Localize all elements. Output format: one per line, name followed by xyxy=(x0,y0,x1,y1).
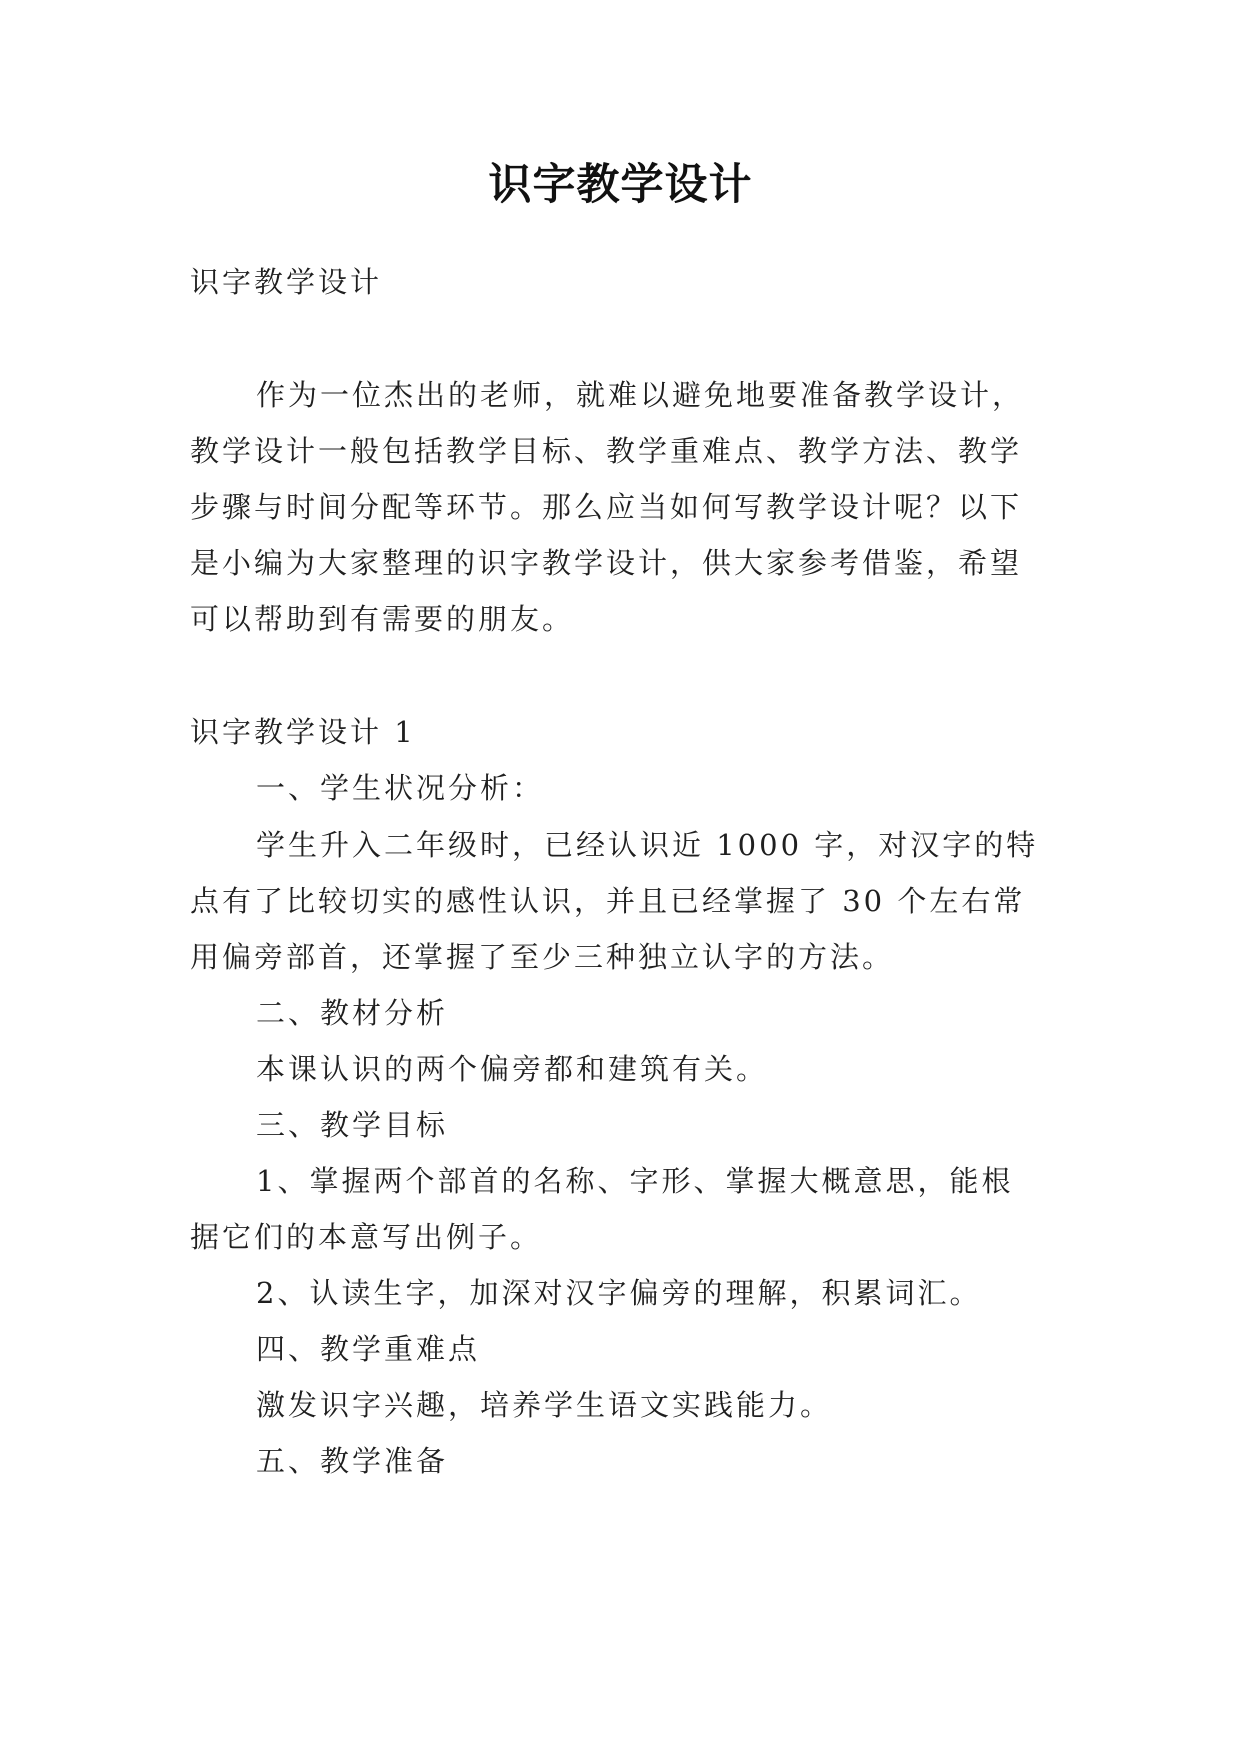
para-1-line-3: 用偏旁部首，还掌握了至少三种独立认字的方法。 xyxy=(190,940,895,974)
heading-teaching-goals: 三、教学目标 xyxy=(256,1108,449,1142)
para-4: 激发识字兴趣，培养学生语文实践能力。 xyxy=(256,1388,833,1422)
intro-line-4: 是小编为大家整理的识字教学设计，供大家参考借鉴，希望 xyxy=(190,546,1023,580)
intro-line-5: 可以帮助到有需要的朋友。 xyxy=(190,602,575,636)
goal-2: 2、认读生字，加深对汉字偏旁的理解，积累词汇。 xyxy=(256,1276,982,1310)
para-1-line-2: 点有了比较切实的感性认识，并且已经掌握了 30 个左右常 xyxy=(190,884,1026,918)
intro-line-2: 教学设计一般包括教学目标、教学重难点、教学方法、教学 xyxy=(190,434,1023,468)
intro-line-1: 作为一位杰出的老师，就难以避免地要准备教学设计， xyxy=(256,378,1025,412)
document-subtitle: 识字教学设计 xyxy=(190,265,383,299)
heading-preparation: 五、教学准备 xyxy=(256,1444,449,1478)
intro-line-3: 步骤与时间分配等环节。那么应当如何写教学设计呢？以下 xyxy=(190,490,1023,524)
goal-1-line-1: 1、掌握两个部首的名称、字形、掌握大概意思，能根 xyxy=(256,1164,1014,1198)
document-title: 识字教学设计 xyxy=(488,160,753,210)
section-title: 识字教学设计 1 xyxy=(190,715,416,749)
heading-student-analysis: 一、学生状况分析： xyxy=(256,771,545,805)
para-2: 本课认识的两个偏旁都和建筑有关。 xyxy=(256,1052,769,1086)
heading-material-analysis: 二、教材分析 xyxy=(256,996,449,1030)
para-1-line-1: 学生升入二年级时，已经认识近 1000 字，对汉字的特 xyxy=(256,828,1039,862)
heading-key-points: 四、教学重难点 xyxy=(256,1332,481,1366)
goal-1-line-2: 据它们的本意写出例子。 xyxy=(190,1220,543,1254)
